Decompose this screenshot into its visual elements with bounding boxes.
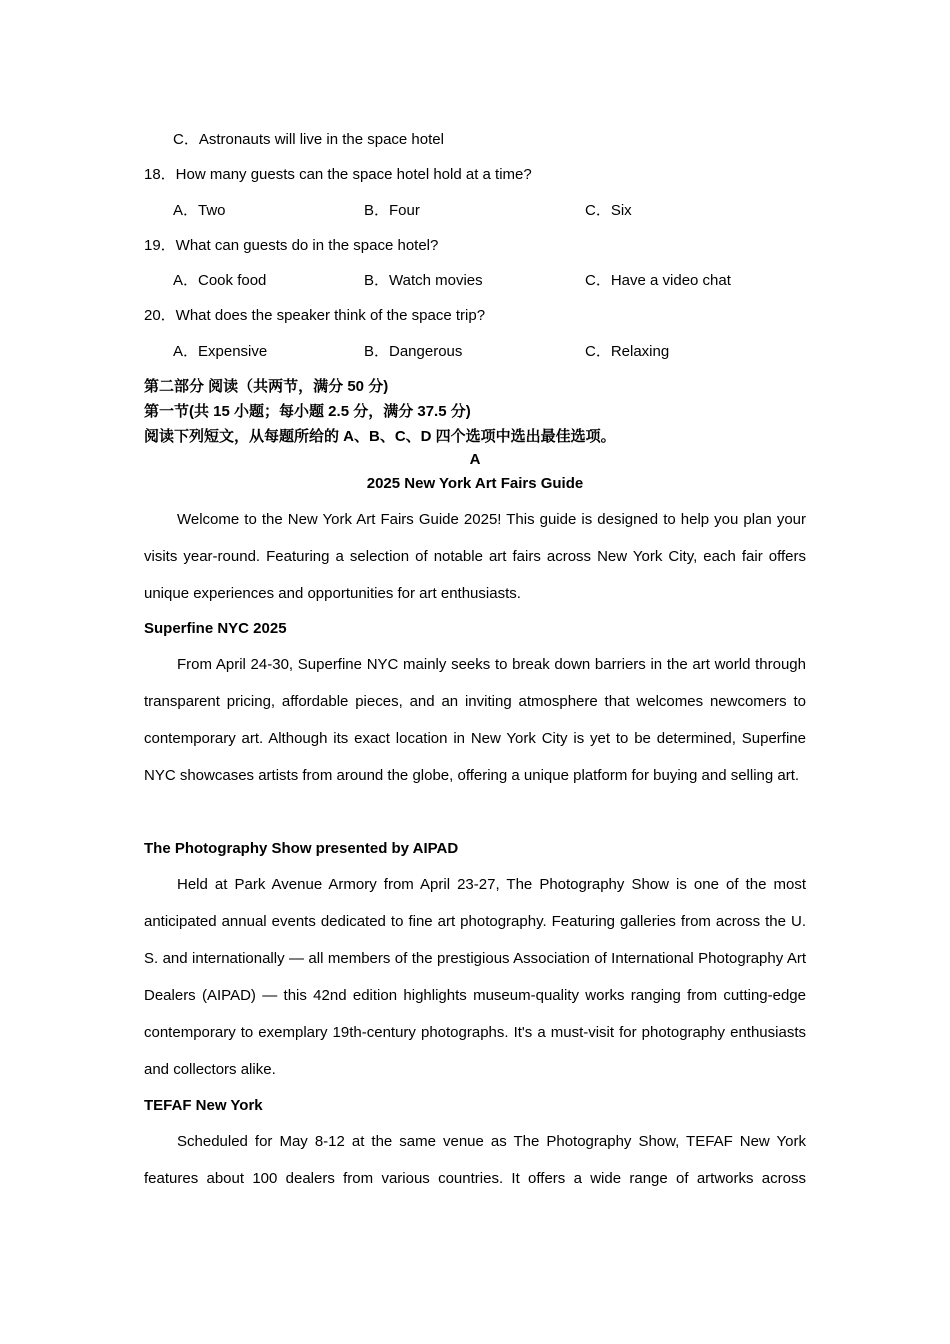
fair-text-superfine: From April 24-30, Superfine NYC mainly seeks to break down barriers in the art world through transparent pricing, affordable pieces, and an inviting atmosphere that welcomes newcomers to contemporary art. Although its exact location in New York City is yet to be determined, Superfine NYC showcases artists from around the globe, offering a unique platform for buying and selling art. <box>144 656 806 784</box>
passage-intro: Welcome to the New York Art Fairs Guide 2025! This guide is designed to help you plan your visits year-round. Featuring a selection of notable art fairs across New York City, each fair offers unique experiences and opportunities for art enthusiasts. <box>144 511 806 602</box>
fair-heading-superfine: Superfine NYC 2025 <box>144 620 287 637</box>
fair-text-photography-show: Held at Park Avenue Armory from April 23-27, The Photography Show is one of the most anticipated annual events dedicated to fine art photography. Featuring galleries from across the U. S. and internationally — all members of the prestigious Association of International Photography Art Dealers (AIPAD) — this 42nd edition highlights museum-quality works ranging from cutting-edge contemporary to exemplary 19th-century photographs. It's a must-visit for photography enthusiasts and collectors alike. <box>144 876 806 1078</box>
fair-heading-tefaf: TEFAF New York <box>144 1097 263 1114</box>
q19-question: 19．What can guests do in the space hotel? <box>144 237 439 254</box>
q19-option-a: A．Cook food <box>173 272 267 289</box>
q20-question: 20．What does the speaker think of the space trip? <box>144 307 486 324</box>
section-title: 第一节(共 15 小题；每小题 2.5 分，满分 37.5 分) <box>144 403 471 420</box>
q18-option-b: B．Four <box>364 202 420 219</box>
q18-question: 18．How many guests can the space hotel hold at a time? <box>144 166 532 183</box>
passage-title: 2025 New York Art Fairs Guide <box>366 475 584 492</box>
q18-option-a: A．Two <box>173 202 226 219</box>
q19-option-c: C．Have a video chat <box>585 272 731 289</box>
q20-option-b: B．Dangerous <box>364 343 463 360</box>
section-instruction: 阅读下列短文，从每题所给的 A、B、C、D 四个选项中选出最佳选项。 <box>144 428 616 445</box>
q19-option-b: B．Watch movies <box>364 272 483 289</box>
q20-option-a: A．Expensive <box>173 343 268 360</box>
q20-option-c: C．Relaxing <box>585 343 670 360</box>
part-title: 第二部分 阅读（共两节，满分 50 分) <box>144 378 389 395</box>
passage-letter: A <box>469 451 481 468</box>
fair-text-tefaf: Scheduled for May 8-12 at the same venue as The Photography Show, TEFAF New York features about 100 dealers from various countries. It offers a wide range of artworks across <box>144 1133 806 1187</box>
q17-option-c: C．Astronauts will live in the space hotel <box>173 131 444 148</box>
fair-heading-photography-show: The Photography Show presented by AIPAD <box>144 840 459 857</box>
q18-option-c: C．Six <box>585 202 632 219</box>
